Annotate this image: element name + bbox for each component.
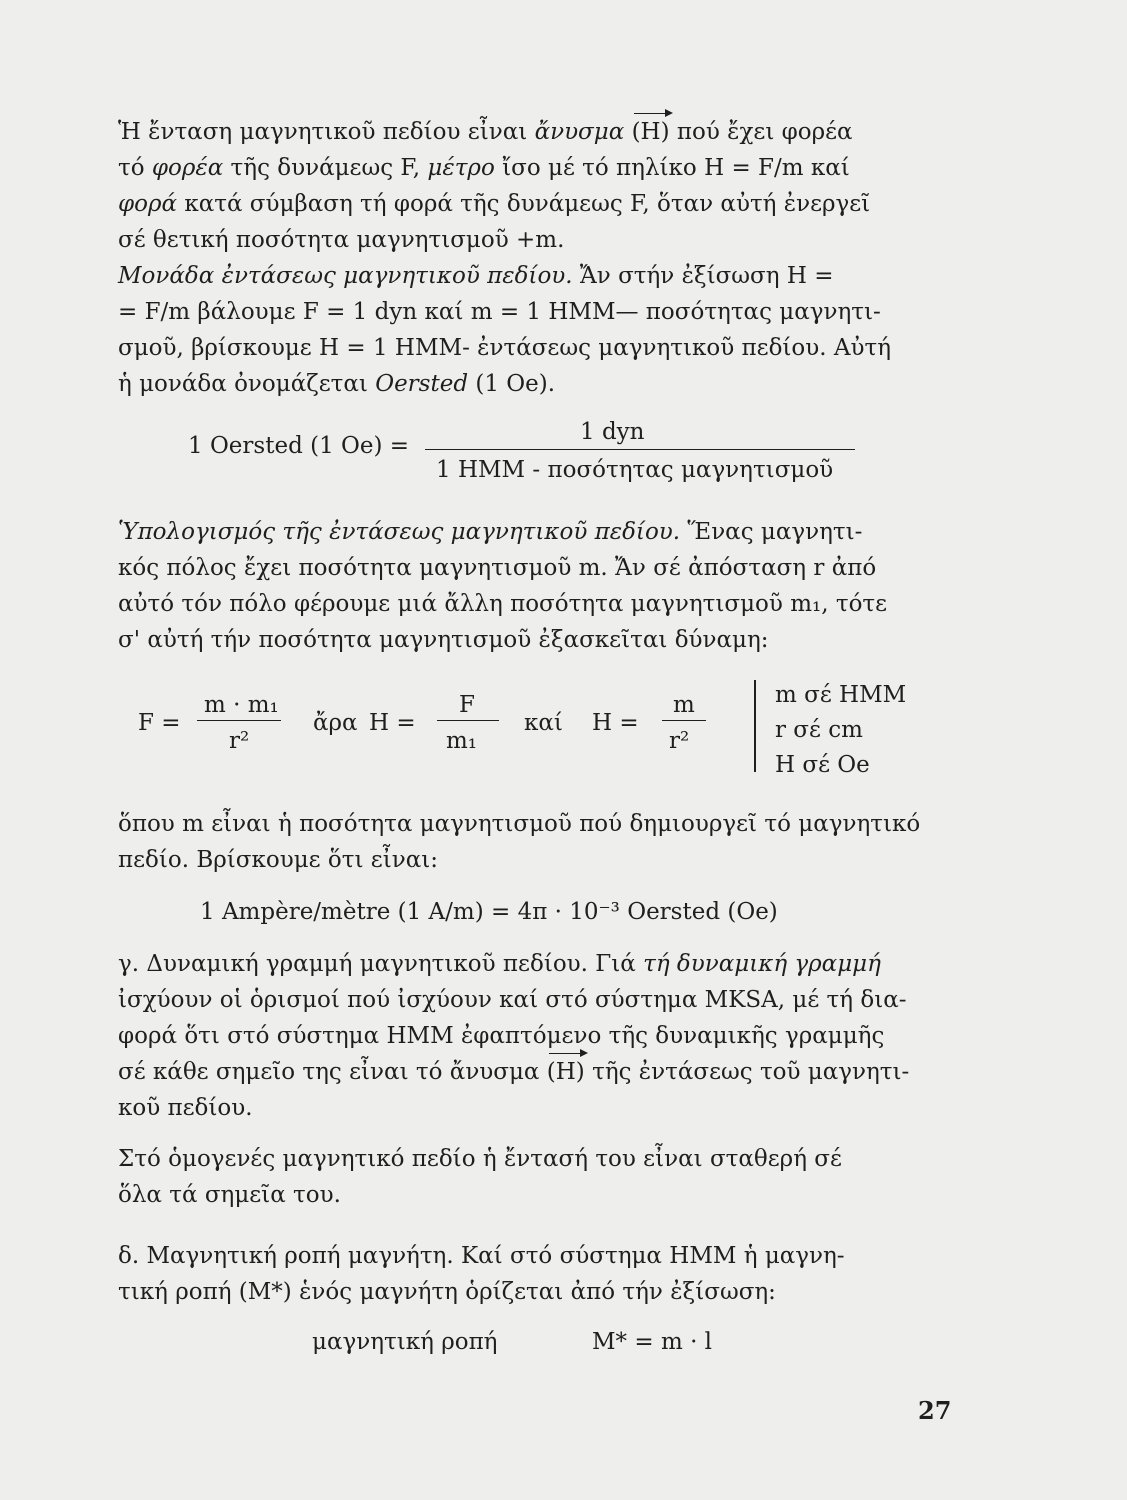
paragraph-field-line: γ. Δυναμική γραμμή μαγνητικοῦ πεδίου. Γιά τή δυναμική γραμμή ἰσχύουν οἱ ὁρισμοί πού ἰσχύουν καί στό σύστημα MKSA, μέ τή δια- φορά ὅτι στό σύστημα HMM ἐφαπτόμενο τῆς δυναμικῆς γραμμῆς σέ κάθε σημεῖο της εἶναι τό ἄνυσμα (H) τῆς ἐντάσεως τοῦ μαγνητι- κοῦ πεδίου.: [118, 951, 910, 1121]
unit-h: H σέ Oe: [775, 752, 870, 778]
vector-H: (H): [631, 119, 670, 145]
formula-moment-eq: M* = m · l: [592, 1329, 713, 1355]
page-number: 27: [918, 1396, 952, 1425]
fraction-line: [437, 720, 499, 721]
formula-f-numerator: m · m₁: [204, 692, 279, 718]
formula-oersted-denominator: 1 HMM - ποσότητας μαγνητισμοῦ: [436, 457, 834, 483]
fraction-line: [662, 720, 706, 721]
formula-ampere-oersted: 1 Ampère/mètre (1 A/m) = 4π · 10⁻³ Oersted (Oe): [200, 899, 778, 925]
formula-kai: καί: [524, 710, 563, 736]
formula-h2-lhs: H =: [592, 710, 639, 736]
formula-ara: ἄρα: [313, 710, 358, 736]
formula-oersted-lhs: 1 Oersted (1 Oe) =: [188, 433, 410, 459]
unit-m: m σέ HMM: [775, 682, 907, 708]
paragraph-field-strength: Ἡ ἔνταση μαγνητικοῦ πεδίου εἶναι ἄνυσμα (H) πού ἔχει φορέα τό φορέα τῆς δυνάμεως F, μέτρο ἴσο μέ τό πηλίκο H = F/m καί φορά κατά σύμβαση τή φορά τῆς δυνάμεως F, ὅταν αὐτή ἐνεργεῖ σέ θετική ποσότητα μαγνητισμοῦ +m.: [118, 119, 871, 253]
formula-h2-numerator: m: [673, 692, 695, 718]
formula-f-lhs: F =: [138, 710, 181, 736]
unit-r: r σέ cm: [775, 717, 863, 743]
vector-H: (H): [546, 1059, 585, 1085]
paragraph-unit: Μονάδα ἐντάσεως μαγνητικοῦ πεδίου. Ἄν στήν ἐξίσωση H = = F/m βάλουμε F = 1 dyn καί m = 1 HMM— ποσότητας μαγνητι- σμοῦ, βρίσκουμε H = 1 HMM- ἐντάσεως μαγνητικοῦ πεδίου. Αὐτή ἡ μονάδα ὀνομάζεται Oersted (1 Oe).: [118, 263, 891, 397]
paragraph-where: ὅπου m εἶναι ἡ ποσότητα μαγνητισμοῦ πού δημιουργεῖ τό μαγνητικό πεδίο. Βρίσκουμε ὅτι εἶναι:: [118, 811, 921, 873]
paragraph-magnetic-moment: δ. Μαγνητική ροπή μαγνήτη. Καί στό σύστημα HMM ἡ μαγνη- τική ροπή (M*) ἑνός μαγνήτη ὁρίζεται ἀπό τήν ἐξίσωση:: [118, 1243, 845, 1305]
formula-h-lhs: H =: [369, 710, 416, 736]
paragraph-calculation: Ὑπολογισμός τῆς ἐντάσεως μαγνητικοῦ πεδίου. Ἕνας μαγνητι- κός πόλος ἔχει ποσότητα μαγνητισμοῦ m. Ἄν σέ ἀπόσταση r ἀπό αὐτό τόν πόλο φέρουμε μιά ἄλλη ποσότητα μαγνητισμοῦ m₁, τότε σ' αὐτή τήν ποσότητα μαγνητισμοῦ ἐξασκεῖται δύναμη:: [118, 519, 888, 653]
formula-f-denominator: r²: [229, 728, 250, 754]
formula-moment-label: μαγνητική ροπή: [312, 1329, 498, 1355]
formula-h-denominator: m₁: [446, 728, 478, 754]
formula-h-numerator: F: [459, 692, 475, 718]
fraction-line: [197, 720, 281, 721]
fraction-line: [425, 449, 855, 450]
formula-oersted-numerator: 1 dyn: [580, 419, 645, 445]
formula-h2-denominator: r²: [669, 728, 690, 754]
paragraph-uniform-field: Στό ὁμογενές μαγνητικό πεδίο ἡ ἔντασή του εἶναι σταθερή σέ ὅλα τά σημεῖα του.: [118, 1146, 842, 1208]
units-brace: [754, 680, 766, 772]
